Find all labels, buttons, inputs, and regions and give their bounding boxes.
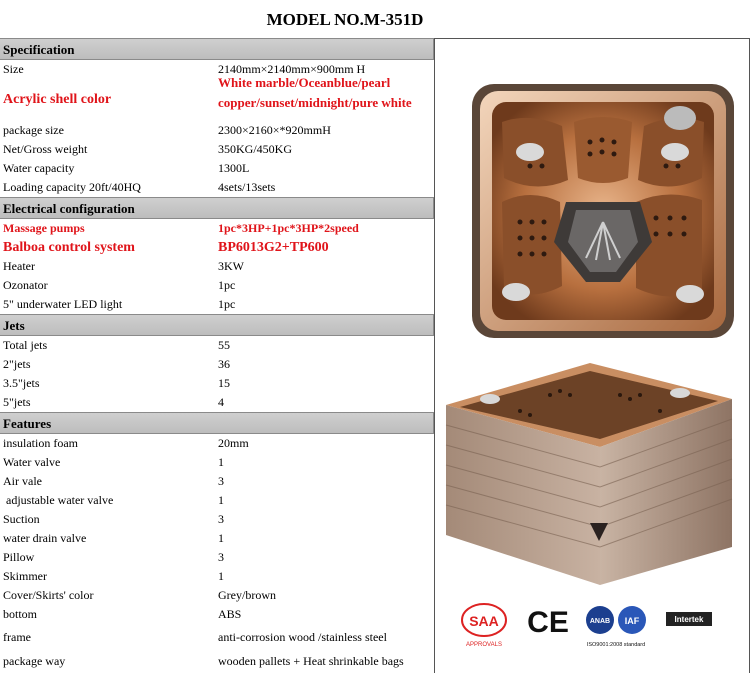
iaf-text: IAF [624, 616, 640, 626]
control-value: BP6013G2+TP600 [218, 240, 329, 255]
jets-5in-value: 4 [218, 395, 224, 409]
suction-label: Suction [3, 512, 40, 526]
frame-label: frame [3, 630, 31, 644]
water-label: Water capacity [3, 161, 75, 175]
section-electrical: Electrical configuration [0, 197, 434, 219]
foam-value: 20mm [218, 436, 249, 450]
elec-row-ozonator [0, 276, 434, 295]
feat-row-drain [0, 529, 434, 548]
certification-logos [460, 600, 740, 650]
loading-value: 4sets/13sets [218, 180, 276, 194]
air-label: Air vale [3, 474, 42, 488]
anab-logo [586, 606, 614, 634]
ozonator-label: Ozonator [3, 278, 48, 292]
pumps-value: 1pc*3HP+1pc*3HP*2speed [218, 221, 359, 235]
saa-text: SAA [469, 613, 499, 629]
feat-row-valve [0, 453, 434, 472]
hot-tub-side-view-image [440, 355, 740, 591]
ozonator-value: 1pc [218, 278, 236, 292]
feat-row-air [0, 472, 434, 491]
skimmer-label: Skimmer [3, 569, 47, 583]
feat-row-adj [0, 491, 434, 510]
frame-value: anti-corrosion wood /stainless steel [218, 630, 387, 644]
hot-tub-top-view-image [470, 82, 736, 340]
shell-label: Acrylic shell color [3, 92, 112, 107]
weight-value: 350KG/450KG [218, 142, 292, 156]
led-value: 1pc [218, 297, 236, 311]
loading-label: Loading capacity 20ft/40HQ [3, 180, 141, 194]
water-valve-label: Water valve [3, 455, 61, 469]
elec-row-led [0, 295, 434, 314]
bottom-label: bottom [3, 607, 38, 621]
skimmer-value: 1 [218, 569, 224, 583]
elec-row-control [0, 238, 434, 257]
shell-value-line2: copper/sunset/midnight/pure white [218, 95, 412, 110]
feat-row-frame [0, 624, 434, 648]
spec-row-package [0, 119, 434, 140]
jets-row-2in [0, 355, 434, 374]
package-label: package size [3, 123, 64, 137]
control-label: Balboa control system [3, 240, 135, 255]
feat-row-pillow [0, 548, 434, 567]
iso-text: ISO9001:2008 standard [586, 642, 646, 648]
water-value: 1300L [218, 161, 250, 175]
feat-row-packway [0, 648, 434, 672]
suction-value: 3 [218, 512, 224, 526]
feat-row-cover [0, 586, 434, 605]
drain-label: water drain valve [3, 531, 87, 545]
shell-value [218, 75, 412, 111]
bottom-value: ABS [218, 607, 242, 621]
spec-row-shell [0, 75, 434, 119]
jets-row-5in [0, 393, 434, 412]
feat-row-suction [0, 510, 434, 529]
section-specification: Specification [0, 38, 434, 60]
anab-text: ANAB [589, 618, 611, 625]
ce-logo: CE [527, 606, 569, 639]
jets-35in-label: 3.5"jets [3, 376, 40, 390]
jets-35in-value: 15 [218, 376, 230, 390]
spec-row-weight [0, 140, 434, 159]
feat-row-bottom [0, 605, 434, 624]
pillow-label: Pillow [3, 550, 35, 564]
iaf-logo [618, 606, 646, 634]
elec-row-heater [0, 257, 434, 276]
saa-sub-text: APPROVALS [466, 642, 502, 648]
pillow-value: 3 [218, 550, 224, 564]
jets-5in-label: 5"jets [3, 395, 31, 409]
intertek-text: Intertek [674, 615, 704, 624]
drain-value: 1 [218, 531, 224, 545]
jets-2in-value: 36 [218, 357, 230, 371]
led-label: 5" underwater LED light [3, 297, 123, 311]
cover-value: Grey/brown [218, 588, 276, 602]
section-jets: Jets [0, 314, 434, 336]
saa-logo [462, 604, 506, 648]
spec-row-loading [0, 178, 434, 197]
jets-2in-label: 2"jets [3, 357, 31, 371]
feat-row-skimmer [0, 567, 434, 586]
pumps-label: Massage pumps [3, 221, 85, 235]
elec-row-pumps [0, 219, 434, 238]
foam-label: insulation foam [3, 436, 78, 450]
air-value: 3 [218, 474, 224, 488]
feat-row-foam [0, 434, 434, 453]
shell-value-line1: White marble/Oceanblue/pearl [218, 75, 391, 90]
spec-table [0, 38, 434, 672]
package-value: 2300×2160×*920mmH [218, 123, 331, 137]
spec-row-water [0, 159, 434, 178]
heater-value: 3KW [218, 259, 244, 273]
heater-label: Heater [3, 259, 35, 273]
jets-row-total [0, 336, 434, 355]
size-value: 2140mm×2140mm×900mm H [218, 62, 366, 76]
section-features: Features [0, 412, 434, 434]
weight-label: Net/Gross weight [3, 142, 88, 156]
cover-label: Cover/Skirts' color [3, 588, 94, 602]
page-title: MODEL NO.M-351D [266, 10, 424, 29]
total-jets-value: 55 [218, 338, 230, 352]
water-valve-value: 1 [218, 455, 224, 469]
adj-valve-label: adjustable water valve [3, 493, 114, 507]
packway-value: wooden pallets + Heat shrinkable bags [218, 654, 404, 668]
intertek-logo [666, 612, 712, 626]
adj-valve-value: 1 [218, 493, 224, 507]
packway-label: package way [3, 654, 66, 668]
size-label: Size [3, 62, 24, 76]
total-jets-label: Total jets [3, 338, 48, 352]
jets-row-35in [0, 374, 434, 393]
